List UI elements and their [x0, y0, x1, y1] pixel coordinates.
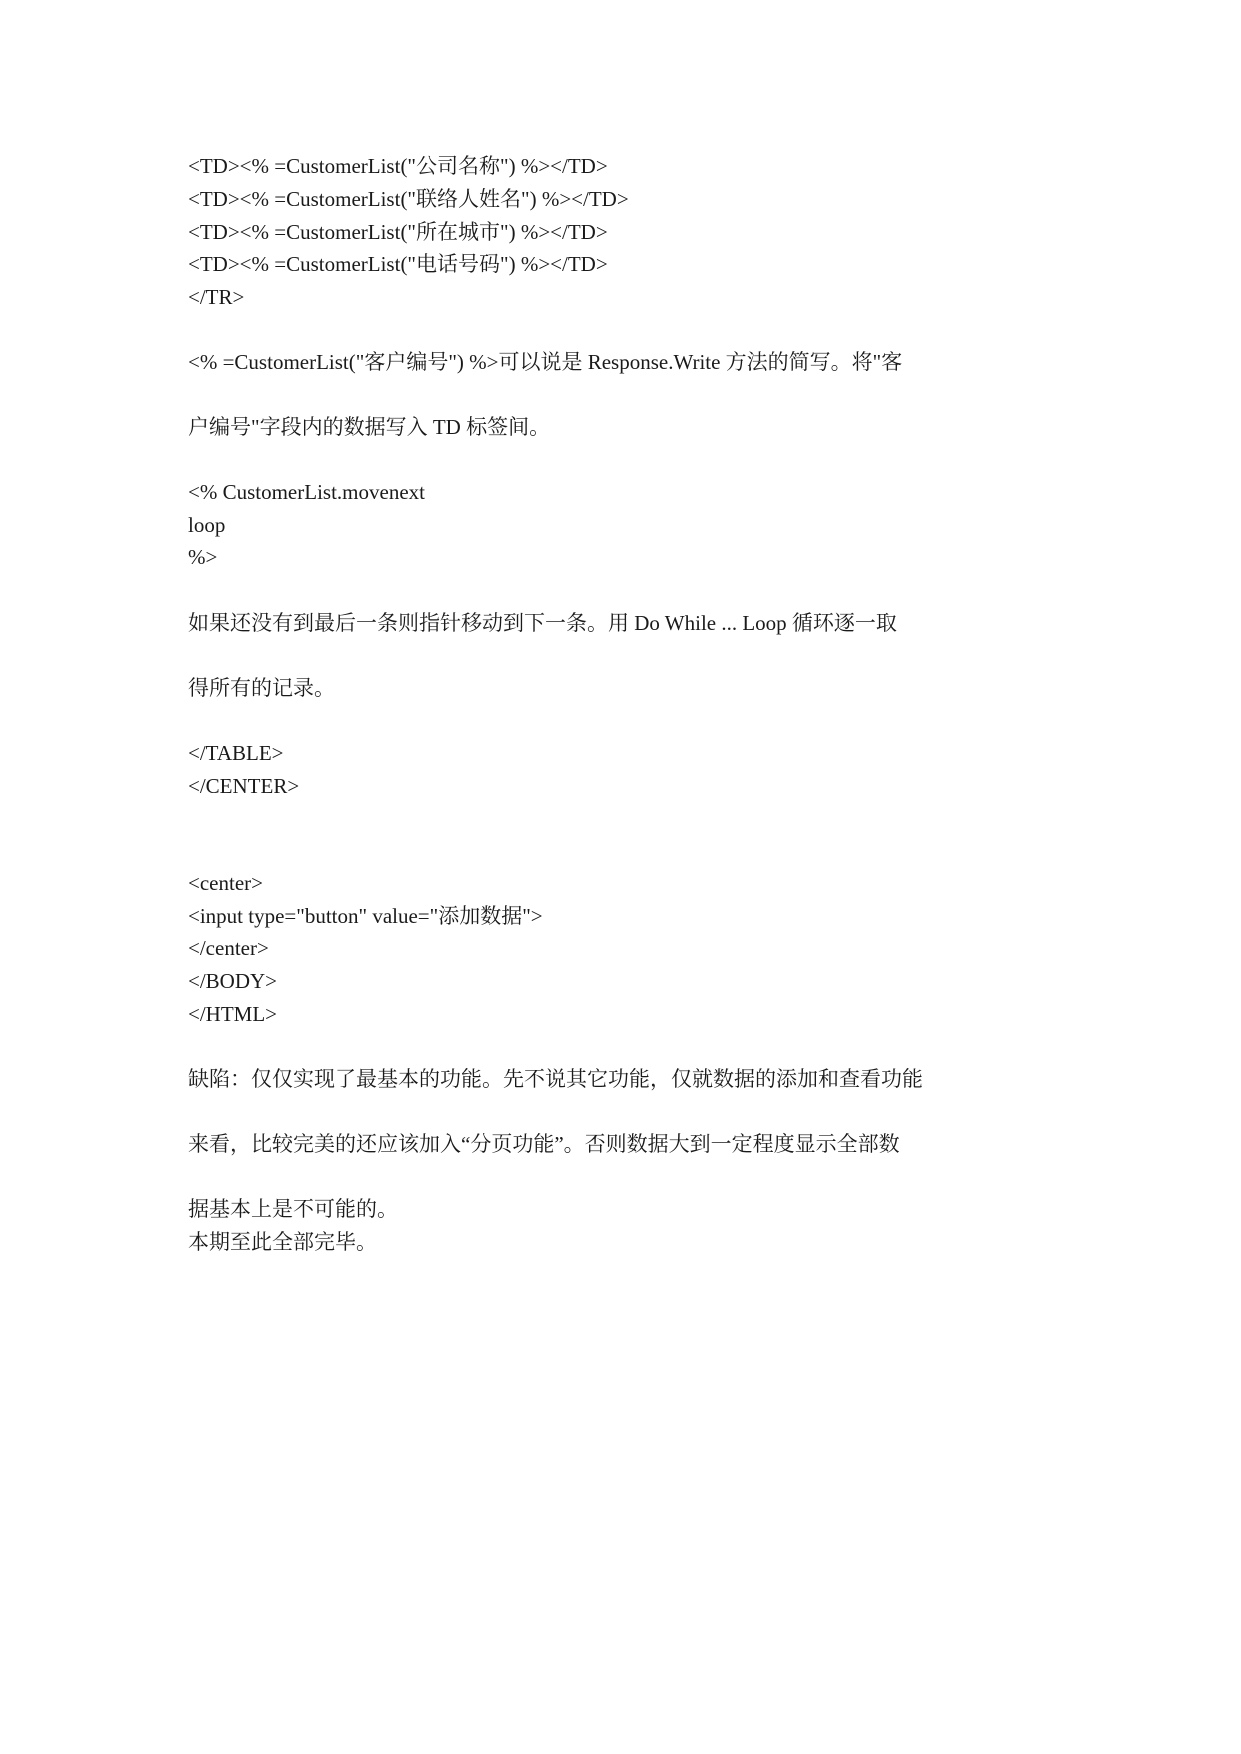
code-line-td-city: <TD><% =CustomerList("所在城市") %></TD> — [188, 220, 608, 244]
paragraph-loop-line-1: 如果还没有到最后一条则指针移动到下一条。用 Do While ... Loop 循环逐一取 — [188, 611, 897, 635]
paragraph-defect-line-1: 缺陷：仅仅实现了最基本的功能。先不说其它功能，仅就数据的添加和查看功能 — [188, 1067, 923, 1091]
code-line-input-button: <input type="button" value="添加数据"> — [188, 904, 543, 928]
paragraph-defect-line-3: 据基本上是不可能的。 — [188, 1197, 398, 1221]
code-line-table-close: </TABLE> — [188, 741, 284, 765]
paragraph-defect-line-2: 来看，比较完美的还应该加入“分页功能”。否则数据大到一定程度显示全部数 — [188, 1132, 900, 1156]
code-line-tr-close: </TR> — [188, 285, 245, 309]
paragraph-loop-line-2: 得所有的记录。 — [188, 676, 335, 700]
paragraph-response-write-line-1: <% =CustomerList("客户编号") %>可以说是 Response.Write 方法的简写。将"客 — [188, 350, 903, 374]
code-line-td-phone: <TD><% =CustomerList("电话号码") %></TD> — [188, 252, 608, 276]
code-line-center-close: </center> — [188, 936, 269, 960]
code-line-html-close: </HTML> — [188, 1002, 278, 1026]
closing-note: 本期至此全部完毕。 — [188, 1230, 377, 1254]
code-line-center-open: <center> — [188, 871, 263, 895]
code-line-movenext: <% CustomerList.movenext — [188, 480, 425, 504]
code-line-body-close: </BODY> — [188, 969, 278, 993]
code-line-td-contact: <TD><% =CustomerList("联络人姓名") %></TD> — [188, 187, 629, 211]
code-line-script-close: %> — [188, 545, 218, 569]
paragraph-response-write-line-2: 户编号"字段内的数据写入 TD 标签间。 — [188, 415, 551, 439]
code-line-loop: loop — [188, 513, 226, 537]
code-line-td-company: <TD><% =CustomerList("公司名称") %></TD> — [188, 154, 608, 178]
code-line-center-close-upper: </CENTER> — [188, 774, 300, 798]
